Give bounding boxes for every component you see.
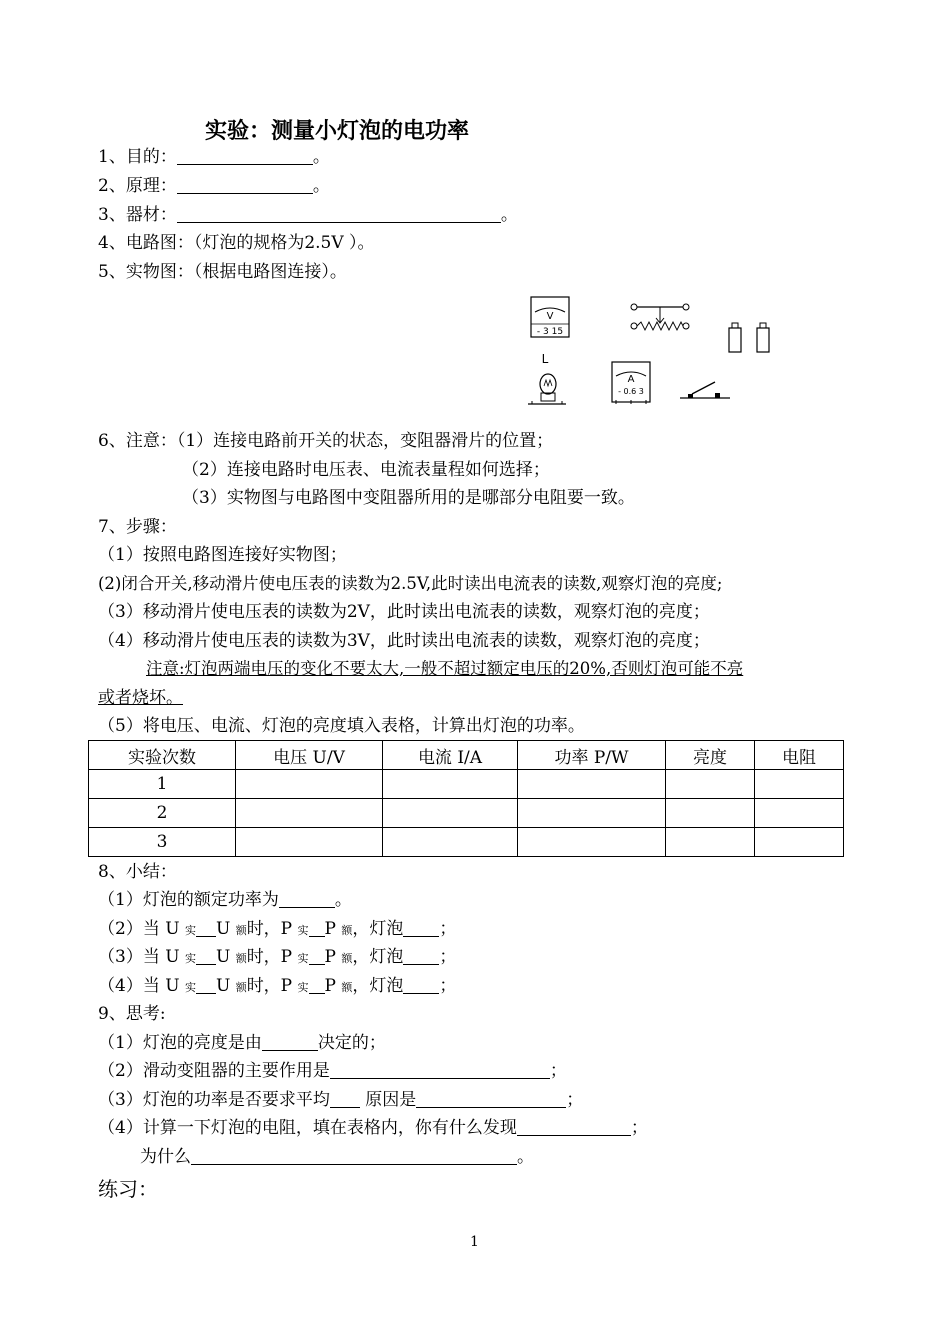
page-title: 实验：测量小灯泡的电功率 (205, 119, 470, 144)
table-cell[interactable] (755, 799, 844, 828)
subscript-rated: 额 (341, 981, 353, 994)
voltmeter-scale: - 3 15 (536, 327, 564, 337)
table-header-row (89, 741, 844, 770)
purpose-blank[interactable] (177, 147, 313, 165)
practice-heading: 练习： (98, 1177, 158, 1201)
voltage-compare-blank[interactable] (196, 947, 216, 965)
p-symbol: P (324, 976, 342, 996)
thinking-1-text: （1）灯泡的亮度是由 (98, 1033, 262, 1053)
purpose-end: 。 (312, 147, 330, 167)
physical-diagram-line: 5、实物图：（根据电路图连接）。 (98, 262, 347, 282)
summary-1 (98, 890, 352, 910)
thinking-4 (98, 1118, 648, 1138)
discovery-blank[interactable] (517, 1118, 631, 1136)
thinking-5-end: 。 (517, 1147, 534, 1167)
table-cell[interactable] (518, 828, 666, 857)
summary-3-text: （3）当 U (98, 947, 185, 967)
apparatus-figure (520, 294, 790, 410)
thinking-3-reason: 原因是 (359, 1090, 417, 1110)
summary-3 (98, 947, 456, 969)
step-3: （3）移动滑片使电压表的读数为2V，此时读出电流表的读数，观察灯泡的亮度； (98, 602, 710, 622)
trial-number-cell: 3 (89, 828, 236, 857)
table-header-cell: 电流 I/A (383, 741, 518, 770)
reason-blank[interactable] (416, 1090, 566, 1108)
voltage-compare-blank[interactable] (196, 919, 216, 937)
switch-icon (680, 382, 730, 398)
subscript-rated: 额 (235, 924, 247, 937)
summary-1-text: （1）灯泡的额定功率为 (98, 890, 279, 910)
line-end: ； (439, 947, 457, 967)
p-symbol: P (324, 947, 342, 967)
step-5: （5）将电压、电流、灯泡的亮度填入表格，计算出灯泡的功率。 (98, 716, 585, 736)
step-1: （1）按照电路图连接好实物图； (98, 545, 347, 565)
thinking-4-text: （4）计算一下灯泡的电阻，填在表格内，你有什么发现 (98, 1118, 517, 1138)
subscript-actual: 实 (184, 924, 196, 937)
thinking-2-end: ； (549, 1061, 567, 1081)
power-compare-blank[interactable] (309, 947, 325, 965)
thinking-2-text: （2）滑动变阻器的主要作用是 (98, 1061, 330, 1081)
equipment-end: 。 (500, 205, 518, 225)
table-cell[interactable] (236, 828, 383, 857)
thinking-5-text: 为什么 (140, 1147, 191, 1167)
thinking-1 (98, 1033, 386, 1053)
table-cell[interactable] (755, 770, 844, 799)
table-row (89, 828, 844, 857)
subscript-actual: 实 (297, 924, 309, 937)
brightness-blank[interactable] (403, 947, 439, 965)
voltmeter-icon (531, 297, 569, 337)
table-cell[interactable] (518, 799, 666, 828)
steps-header: 7、步骤： (98, 517, 177, 537)
subscript-rated: 额 (341, 952, 353, 965)
table-cell[interactable] (383, 799, 518, 828)
step-2: (2)闭合开关,移动滑片使电压表的读数为2.5V,此时读出电流表的读数,观察灯泡的亮度; (98, 574, 723, 593)
data-table (88, 740, 844, 857)
p-symbol: P (324, 919, 342, 939)
u-symbol: U (215, 976, 236, 996)
table-header-cell: 电阻 (755, 741, 844, 770)
equipment-line (98, 205, 518, 225)
voltage-compare-blank[interactable] (196, 976, 216, 994)
subscript-actual: 实 (297, 952, 309, 965)
equipment-blank[interactable] (177, 205, 501, 223)
warning-line-1: 注意:灯泡两端电压的变化不要太大,一般不超过额定电压的20%,否则灯泡可能不亮 (146, 659, 744, 678)
table-cell[interactable] (666, 828, 755, 857)
rheostat-role-blank[interactable] (330, 1061, 550, 1079)
thinking-3-text: （3）灯泡的功率是否要求平均 (98, 1090, 330, 1110)
average-blank[interactable] (330, 1090, 360, 1108)
subscript-actual: 实 (184, 952, 196, 965)
thinking-5 (140, 1147, 534, 1167)
note-2: （2）连接电路时电压表、电流表量程如何选择； (182, 460, 550, 480)
u-symbol: U (215, 919, 236, 939)
when-p-text: 时，P (246, 976, 298, 996)
why-blank[interactable] (191, 1147, 517, 1165)
note-1: 6、注意：（1）连接电路前开关的状态，变阻器滑片的位置； (98, 431, 554, 451)
battery-icon (729, 323, 769, 352)
warning-line-2: 或者烧坏。 (98, 688, 183, 708)
table-row (89, 770, 844, 799)
trial-number-cell: 1 (89, 770, 236, 799)
summary-4 (98, 976, 456, 998)
purpose-line (98, 147, 330, 167)
power-compare-blank[interactable] (309, 919, 325, 937)
brightness-blank[interactable] (403, 976, 439, 994)
principle-label: 2、原理： (98, 176, 177, 196)
lamp-label: L (541, 352, 549, 366)
thinking-2 (98, 1061, 567, 1081)
subscript-rated: 额 (341, 924, 353, 937)
page-number: 1 (470, 1234, 479, 1250)
table-cell[interactable] (666, 799, 755, 828)
ammeter-icon (612, 362, 650, 404)
lamp-icon (528, 374, 566, 404)
table-header-cell: 实验次数 (89, 741, 236, 770)
line-end: ； (439, 919, 457, 939)
voltmeter-letter: V (546, 311, 554, 322)
thinking-4-end: ； (630, 1118, 648, 1138)
table-cell[interactable] (666, 770, 755, 799)
power-compare-blank[interactable] (309, 976, 325, 994)
lamp-text: ，灯泡 (352, 976, 404, 996)
step-4: （4）移动滑片使电压表的读数为3V，此时读出电流表的读数，观察灯泡的亮度； (98, 631, 710, 651)
table-cell[interactable] (383, 770, 518, 799)
summary-4-text: （4）当 U (98, 976, 185, 996)
summary-2 (98, 919, 456, 941)
when-p-text: 时，P (246, 919, 298, 939)
thinking-3-end: ； (566, 1090, 584, 1110)
table-header-cell: 亮度 (666, 741, 755, 770)
thinking-3 (98, 1090, 583, 1110)
rheostat-icon (631, 304, 689, 330)
ammeter-scale: - 0.6 3 (618, 387, 644, 396)
table-cell[interactable] (518, 770, 666, 799)
rated-power-blank[interactable] (279, 890, 335, 908)
principle-line (98, 176, 330, 196)
when-p-text: 时，P (246, 947, 298, 967)
trial-number-cell: 2 (89, 799, 236, 828)
circuit-diagram-line: 4、电路图：（灯泡的规格为2.5V ）。 (98, 233, 375, 253)
table-header-cell: 功率 P/W (518, 741, 666, 770)
thinking-header: 9、思考: (98, 1004, 166, 1024)
table-header-cell: 电压 U/V (236, 741, 383, 770)
brightness-factor-blank[interactable] (262, 1033, 318, 1051)
summary-2-text: （2）当 U (98, 919, 185, 939)
u-symbol: U (215, 947, 236, 967)
note-3: （3）实物图与电路图中变阻器所用的是哪部分电阻要一致。 (182, 488, 635, 508)
summary-header: 8、小结： (98, 862, 177, 882)
lamp-text: ，灯泡 (352, 947, 404, 967)
subscript-actual: 实 (297, 981, 309, 994)
subscript-rated: 额 (235, 981, 247, 994)
ammeter-letter: A (627, 374, 635, 385)
lamp-text: ，灯泡 (352, 919, 404, 939)
table-cell[interactable] (755, 828, 844, 857)
brightness-blank[interactable] (403, 919, 439, 937)
subscript-actual: 实 (184, 981, 196, 994)
thinking-1-end: 决定的； (317, 1033, 386, 1053)
principle-blank[interactable] (177, 176, 313, 194)
table-row (89, 799, 844, 828)
line-end: ； (439, 976, 457, 996)
principle-end: 。 (312, 176, 330, 196)
summary-1-end: 。 (334, 890, 352, 910)
subscript-rated: 额 (235, 952, 247, 965)
purpose-label: 1、目的： (98, 147, 177, 167)
table-cell[interactable] (236, 770, 383, 799)
table-cell[interactable] (383, 828, 518, 857)
table-cell[interactable] (236, 799, 383, 828)
equipment-label: 3、器材： (98, 205, 177, 225)
